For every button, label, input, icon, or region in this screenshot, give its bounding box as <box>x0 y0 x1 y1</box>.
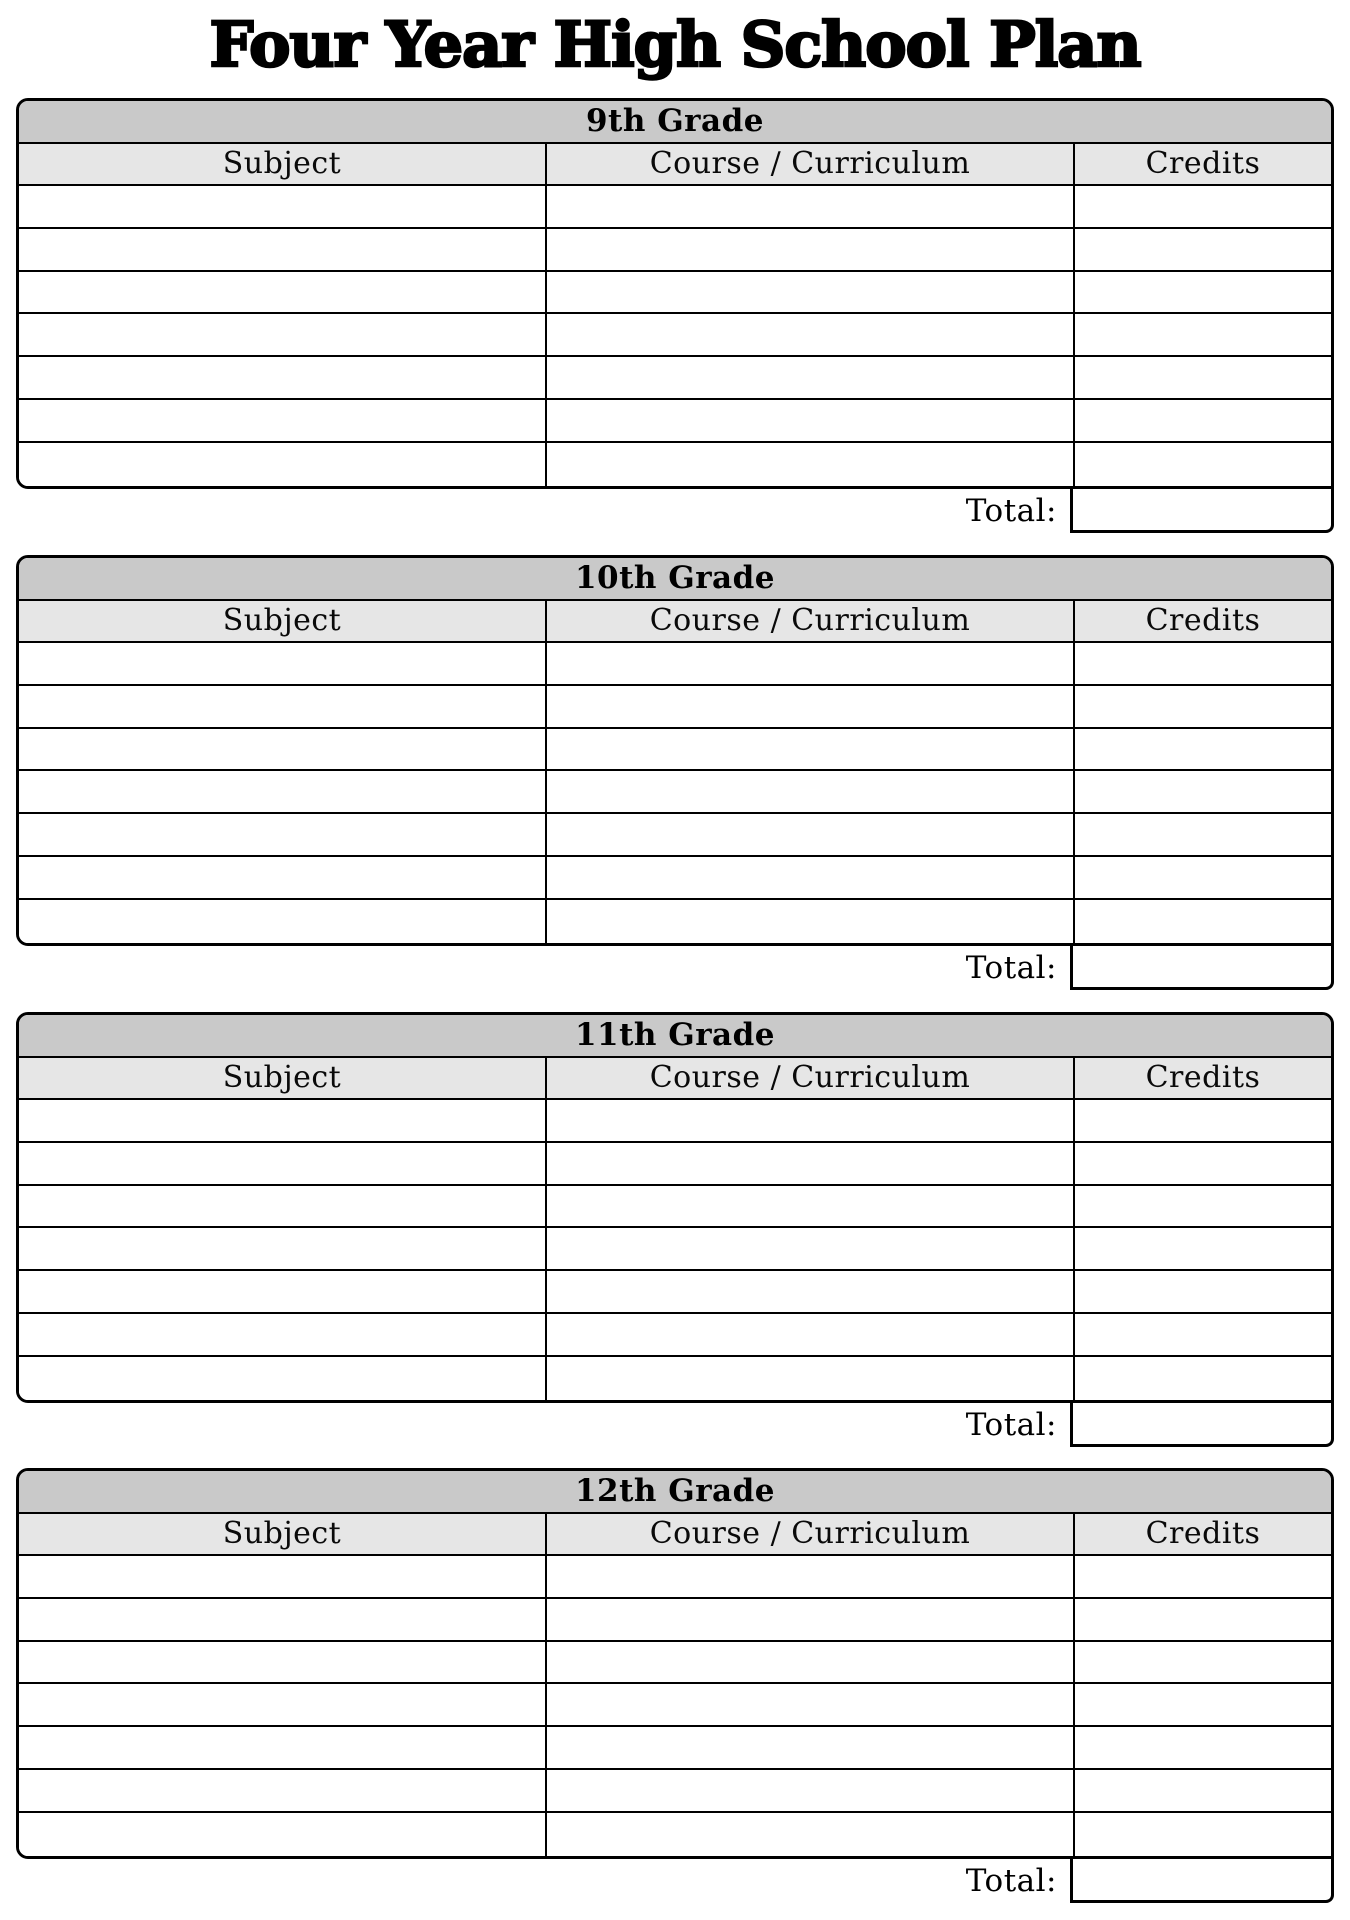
table-row <box>19 1642 1331 1685</box>
grade-band <box>19 1471 1331 1514</box>
empty-course-cell[interactable] <box>545 1271 1073 1312</box>
empty-credits-cell[interactable] <box>1073 1556 1331 1597</box>
empty-course-cell[interactable] <box>545 1357 1073 1400</box>
table-row <box>19 443 1331 486</box>
empty-subject-cell[interactable] <box>19 1599 545 1640</box>
column-header-credits: Credits <box>1073 1514 1331 1555</box>
empty-subject-cell[interactable] <box>19 1314 545 1355</box>
table-row <box>19 857 1331 900</box>
column-header-credits: Credits <box>1073 144 1331 185</box>
empty-credits-cell[interactable] <box>1073 686 1331 727</box>
empty-credits-cell[interactable] <box>1073 1314 1331 1355</box>
empty-course-cell[interactable] <box>545 814 1073 855</box>
table-row <box>19 1813 1331 1856</box>
empty-credits-cell[interactable] <box>1073 1271 1331 1312</box>
total-label: Total: <box>965 1406 1057 1443</box>
column-header-subject: Subject <box>222 1516 342 1552</box>
empty-credits-cell[interactable] <box>1073 1813 1331 1856</box>
empty-subject-cell[interactable] <box>19 314 545 355</box>
empty-credits-cell[interactable] <box>1073 357 1331 398</box>
table-row <box>19 1357 1331 1400</box>
table-row <box>19 314 1331 357</box>
grade-table-9th <box>16 98 1334 533</box>
empty-course-cell[interactable] <box>545 686 1073 727</box>
empty-credits-cell[interactable] <box>1073 643 1331 684</box>
table-row <box>19 814 1331 857</box>
table-rows <box>19 643 1331 943</box>
column-header-row <box>19 1058 1331 1101</box>
empty-subject-cell[interactable] <box>19 443 545 486</box>
total-label: Total: <box>965 492 1057 529</box>
empty-subject-cell[interactable] <box>19 1100 545 1141</box>
table-rows <box>19 1556 1331 1856</box>
column-header-course: Course / Curriculum <box>545 1058 1073 1099</box>
table-rows <box>19 186 1331 486</box>
table-row <box>19 1727 1331 1770</box>
empty-subject-cell[interactable] <box>19 1271 545 1312</box>
table-row <box>19 1599 1331 1642</box>
empty-course-cell[interactable] <box>545 1813 1073 1856</box>
empty-course-cell[interactable] <box>545 1228 1073 1269</box>
empty-subject-cell[interactable] <box>19 357 545 398</box>
empty-credits-cell[interactable] <box>1073 1770 1331 1811</box>
grade-band <box>19 101 1331 144</box>
grade-label: 10th Grade <box>574 560 776 597</box>
column-header-course: Course / Curriculum <box>545 1514 1073 1555</box>
total-row <box>16 946 1334 990</box>
grade-band <box>19 1015 1331 1058</box>
column-header-credits: Credits <box>1073 601 1331 642</box>
empty-subject-cell[interactable] <box>19 1228 545 1269</box>
column-header-course: Course / Curriculum <box>545 601 1073 642</box>
empty-credits-cell[interactable] <box>1073 1228 1331 1269</box>
empty-course-cell[interactable] <box>545 443 1073 486</box>
table-row <box>19 229 1331 272</box>
empty-course-cell[interactable] <box>545 314 1073 355</box>
empty-course-cell[interactable] <box>545 900 1073 943</box>
empty-subject-cell[interactable] <box>19 1770 545 1811</box>
empty-course-cell[interactable] <box>545 729 1073 770</box>
empty-course-cell[interactable] <box>545 1100 1073 1141</box>
table-row <box>19 272 1331 315</box>
table-row <box>19 771 1331 814</box>
empty-subject-cell[interactable] <box>19 1556 545 1597</box>
empty-credits-cell[interactable] <box>1073 229 1331 270</box>
column-header-row <box>19 1514 1331 1557</box>
empty-credits-cell[interactable] <box>1073 771 1331 812</box>
empty-course-cell[interactable] <box>545 1314 1073 1355</box>
column-header-subject: Subject <box>222 603 342 639</box>
empty-course-cell[interactable] <box>545 771 1073 812</box>
empty-course-cell[interactable] <box>545 357 1073 398</box>
table-row <box>19 1770 1331 1813</box>
total-label: Total: <box>965 1862 1057 1899</box>
empty-credits-cell[interactable] <box>1073 186 1331 227</box>
grade-label: 12th Grade <box>574 1473 776 1510</box>
empty-credits-cell[interactable] <box>1073 900 1331 943</box>
empty-credits-cell[interactable] <box>1073 1599 1331 1640</box>
grade-table-11th <box>16 1012 1334 1447</box>
empty-subject-cell[interactable] <box>19 229 545 270</box>
table-row <box>19 186 1331 229</box>
table-row <box>19 1143 1331 1186</box>
empty-credits-cell[interactable] <box>1073 1100 1331 1141</box>
empty-credits-cell[interactable] <box>1073 1186 1331 1227</box>
total-credits-input[interactable] <box>1070 1859 1334 1903</box>
empty-course-cell[interactable] <box>545 643 1073 684</box>
table-row <box>19 643 1331 686</box>
total-row <box>16 1859 1334 1903</box>
empty-subject-cell[interactable] <box>19 272 545 313</box>
empty-course-cell[interactable] <box>545 1770 1073 1811</box>
empty-credits-cell[interactable] <box>1073 314 1331 355</box>
page-title: Four Year High School Plan <box>209 8 1141 81</box>
empty-subject-cell[interactable] <box>19 1143 545 1184</box>
empty-course-cell[interactable] <box>545 1642 1073 1683</box>
grade-table-frame <box>16 98 1334 489</box>
empty-subject-cell[interactable] <box>19 186 545 227</box>
empty-course-cell[interactable] <box>545 229 1073 270</box>
empty-subject-cell[interactable] <box>19 729 545 770</box>
grade-table-frame <box>16 555 1334 946</box>
grade-label: 11th Grade <box>574 1017 776 1054</box>
total-row <box>16 1403 1334 1447</box>
empty-credits-cell[interactable] <box>1073 1642 1331 1683</box>
empty-credits-cell[interactable] <box>1073 1357 1331 1400</box>
empty-course-cell[interactable] <box>545 1143 1073 1184</box>
total-row <box>16 489 1334 533</box>
table-row <box>19 729 1331 772</box>
empty-credits-cell[interactable] <box>1073 400 1331 441</box>
table-row <box>19 686 1331 729</box>
empty-credits-cell[interactable] <box>1073 814 1331 855</box>
empty-subject-cell[interactable] <box>19 771 545 812</box>
empty-subject-cell[interactable] <box>19 1186 545 1227</box>
column-header-row <box>19 144 1331 187</box>
grade-table-12th <box>16 1468 1334 1903</box>
grade-table-frame <box>16 1012 1334 1403</box>
total-credits-input[interactable] <box>1070 946 1334 990</box>
grade-table-frame <box>16 1468 1334 1859</box>
empty-subject-cell[interactable] <box>19 1727 545 1768</box>
table-row <box>19 1684 1331 1727</box>
table-row <box>19 400 1331 443</box>
table-rows <box>19 1100 1331 1400</box>
grade-table-10th <box>16 555 1334 990</box>
table-row <box>19 1228 1331 1271</box>
empty-credits-cell[interactable] <box>1073 857 1331 898</box>
empty-course-cell[interactable] <box>545 272 1073 313</box>
empty-subject-cell[interactable] <box>19 686 545 727</box>
empty-subject-cell[interactable] <box>19 1642 545 1683</box>
table-row <box>19 1314 1331 1357</box>
grade-label: 9th Grade <box>585 103 764 140</box>
empty-subject-cell[interactable] <box>19 1813 545 1856</box>
empty-credits-cell[interactable] <box>1073 729 1331 770</box>
column-header-subject: Subject <box>222 146 342 182</box>
empty-subject-cell[interactable] <box>19 400 545 441</box>
empty-subject-cell[interactable] <box>19 900 545 943</box>
column-header-credits: Credits <box>1073 1058 1331 1099</box>
empty-course-cell[interactable] <box>545 1727 1073 1768</box>
column-header-course: Course / Curriculum <box>545 144 1073 185</box>
column-header-subject: Subject <box>222 1060 342 1096</box>
empty-credits-cell[interactable] <box>1073 1684 1331 1725</box>
empty-course-cell[interactable] <box>545 400 1073 441</box>
table-row <box>19 1271 1331 1314</box>
empty-credits-cell[interactable] <box>1073 1143 1331 1184</box>
table-row <box>19 900 1331 943</box>
empty-course-cell[interactable] <box>545 1599 1073 1640</box>
empty-credits-cell[interactable] <box>1073 272 1331 313</box>
empty-credits-cell[interactable] <box>1073 443 1331 486</box>
empty-subject-cell[interactable] <box>19 643 545 684</box>
empty-course-cell[interactable] <box>545 1684 1073 1725</box>
empty-subject-cell[interactable] <box>19 1684 545 1725</box>
empty-subject-cell[interactable] <box>19 814 545 855</box>
empty-subject-cell[interactable] <box>19 857 545 898</box>
table-row <box>19 1186 1331 1229</box>
table-row <box>19 1100 1331 1143</box>
empty-course-cell[interactable] <box>545 857 1073 898</box>
table-row <box>19 1556 1331 1599</box>
empty-subject-cell[interactable] <box>19 1357 545 1400</box>
column-header-row <box>19 601 1331 644</box>
total-label: Total: <box>965 949 1057 986</box>
empty-course-cell[interactable] <box>545 1556 1073 1597</box>
grade-band <box>19 558 1331 601</box>
table-row <box>19 357 1331 400</box>
empty-course-cell[interactable] <box>545 186 1073 227</box>
total-credits-input[interactable] <box>1070 1403 1334 1447</box>
total-credits-input[interactable] <box>1070 489 1334 533</box>
empty-credits-cell[interactable] <box>1073 1727 1331 1768</box>
empty-course-cell[interactable] <box>545 1186 1073 1227</box>
